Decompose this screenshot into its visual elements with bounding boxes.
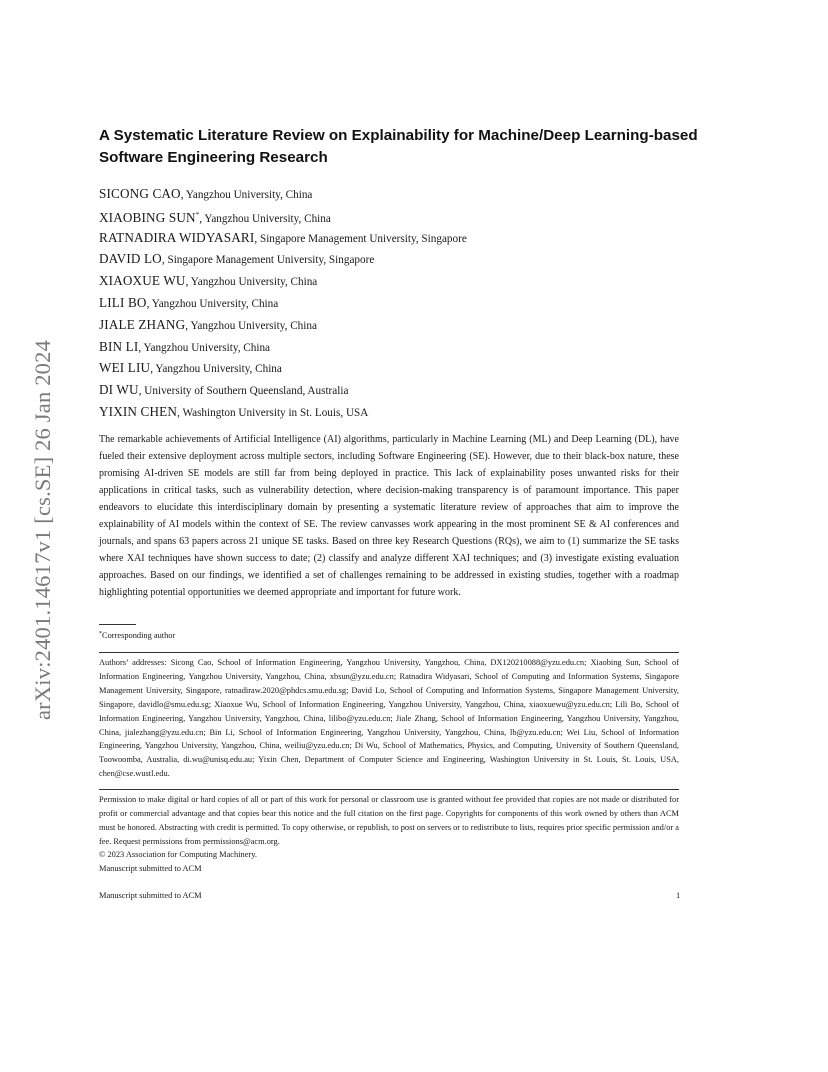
corresponding-author-footnote bbox=[99, 628, 175, 642]
author-affiliation: , Yangzhou University, China bbox=[199, 212, 331, 225]
author-affiliation: , Yangzhou University, China bbox=[138, 341, 271, 354]
author-name: YIXIN CHEN bbox=[99, 403, 178, 419]
permission-divider bbox=[99, 789, 679, 790]
abstract: The remarkable achievements of Artificial Intelligence (AI) algorithms, particularly in Machine Learning (ML) and Deep Learning (DL), have fueled their extensive deployment across multiple sectors, including Software Engineering (SE). However, due to their black-box nature, these promising AI-driven SE models are still far from being deployed in practice. This lack of explainability poses unwanted risks for their applications in critical tasks, such as vulnerability detection, where decision-making transparency is of paramount importance. This paper endeavors to elucidate this interdisciplinary domain by presenting a systematic literature review of approaches that aim to improve the explainability of AI models within the context of SE. The review canvasses work appearing in the most prominent SE & AI conferences and journals, and spans 63 papers across 21 unique SE tasks. Based on three key Research Questions (RQs), we aim to (1) summarize the SE tasks where XAI techniques have shown success to date; (2) classify and analyze different XAI techniques; and (3) investigate existing evaluation approaches. Based on our findings, we identified a set of challenges remaining to be addressed in existing studies, together with a roadmap highlighting potential opportunities we deemed appropriate and important for future work. bbox=[99, 434, 679, 598]
author-entry bbox=[99, 248, 699, 270]
author-entry bbox=[99, 227, 699, 249]
author-entry bbox=[99, 357, 699, 379]
corresponding-author-mark: * bbox=[195, 210, 200, 219]
page-footer-left: Manuscript submitted to ACM bbox=[99, 891, 202, 900]
author-entry bbox=[99, 183, 699, 205]
author-name: XIAOBING SUN bbox=[99, 209, 196, 225]
author-entry bbox=[99, 270, 699, 292]
author-name: XIAOXUE WU bbox=[99, 273, 186, 289]
author-affiliation: , Yangzhou University, China bbox=[146, 297, 279, 310]
author-entry bbox=[99, 336, 699, 358]
author-affiliation: , Washington University in St. Louis, USA bbox=[177, 406, 369, 419]
author-name: BIN LI bbox=[99, 338, 139, 354]
permission-notice: Permission to make digital or hard copies of all or part of this work for personal or classroom use is granted without fee provided that copies are not made or distributed for profit or commercial advantage and that copies bear this notice and the full citation on the first page. Copyrights for components of this work owned by others than ACM must be honored. Abstracting with credit is permitted. To copy otherwise, or republish, to post on servers or to redistribute to lists, requires prior specific permission and/or a fee. Request permissions from permissions@acm.org. bbox=[99, 795, 679, 846]
author-entry bbox=[99, 205, 699, 227]
footnote-text: Corresponding author bbox=[102, 631, 176, 640]
author-name: SICONG CAO bbox=[99, 186, 181, 201]
author-entry bbox=[99, 379, 699, 401]
author-entry bbox=[99, 314, 699, 336]
author-entry bbox=[99, 401, 699, 423]
author-name: LILI BO bbox=[99, 294, 147, 310]
paper-title: A Systematic Literature Review on Explainability for Machine/Deep Learning-based Software Engineering Research bbox=[99, 127, 698, 166]
author-name: DAVID LO bbox=[99, 251, 162, 267]
addresses-divider bbox=[99, 652, 679, 653]
author-affiliation: , Singapore Management University, Singapore bbox=[254, 232, 467, 245]
author-affiliation: , Yangzhou University, China bbox=[185, 319, 317, 332]
submission-note: Manuscript submitted to ACM bbox=[99, 864, 202, 873]
author-addresses: Authors’ addresses: Sicong Cao, School of Information Engineering, Yangzhou University, Yangzhou, China, DX120210088@yzu.edu.cn; Xiaobing Sun, School of Information Engineering, Yangzhou University, Yangzhou, China, xbsun@yzu.edu.cn; Ratnadira Widyasari, School of Computing and Information Systems, Singapore Management University, Singapore, ratnadiraw.2020@phdcs.smu.edu.sg; David Lo, School of Computing and Information Systems, Singapore Management University, Singapore, davidlo@smu.edu.sg; Xiaoxue Wu, School of Information Engineering, Yangzhou University, Yangzhou, China, xiaoxuewu@yzu.edu.cn; Lili Bo, School of Information Engineering, Yangzhou University, Yangzhou, China, lilibo@yzu.edu.cn; Jiale Zhang, School of Information Engineering, Yangzhou University, Yangzhou, China, jialezhang@yzu.edu.cn; Bin Li, School of Information Engineering, Yangzhou University, Yangzhou, China, lb@yzu.edu.cn; Wei Liu, School of Information Engineering, Yangzhou University, Yangzhou, China, weiliu@yzu.edu.cn; Di Wu, School of Mathematics, Physics, and Computing, University of Southern Queensland, Toowoomba, Australia, di.wu@unisq.edu.au; Yixin Chen, Department of Computer Science and Engineering, Washington University in St. Louis, St. Louis, USA, chen@cse.wustl.edu. bbox=[99, 658, 679, 779]
author-name: JIALE ZHANG bbox=[99, 316, 186, 332]
arxiv-sidebar-stamp: arXiv:2401.14617v1 [cs.SE] 26 Jan 2024 bbox=[30, 339, 55, 721]
footnote-mark: * bbox=[99, 631, 102, 637]
page-number: 1 bbox=[676, 891, 681, 900]
author-affiliation: , Singapore Management University, Singapore bbox=[161, 254, 375, 267]
author-affiliation: , Yangzhou University, China bbox=[180, 189, 313, 201]
author-affiliation: , University of Southern Queensland, Australia bbox=[138, 385, 349, 398]
author-name: RATNADIRA WIDYASARI bbox=[99, 229, 255, 245]
author-entry bbox=[99, 292, 699, 314]
author-affiliation: , Yangzhou University, China bbox=[185, 276, 318, 289]
author-name: DI WU bbox=[99, 382, 139, 398]
copyright-line: © 2023 Association for Computing Machinery. bbox=[99, 850, 257, 859]
author-list bbox=[99, 183, 699, 423]
footnote-divider bbox=[99, 624, 136, 625]
author-affiliation: , Yangzhou University, China bbox=[150, 363, 282, 376]
author-name: WEI LIU bbox=[99, 360, 151, 376]
